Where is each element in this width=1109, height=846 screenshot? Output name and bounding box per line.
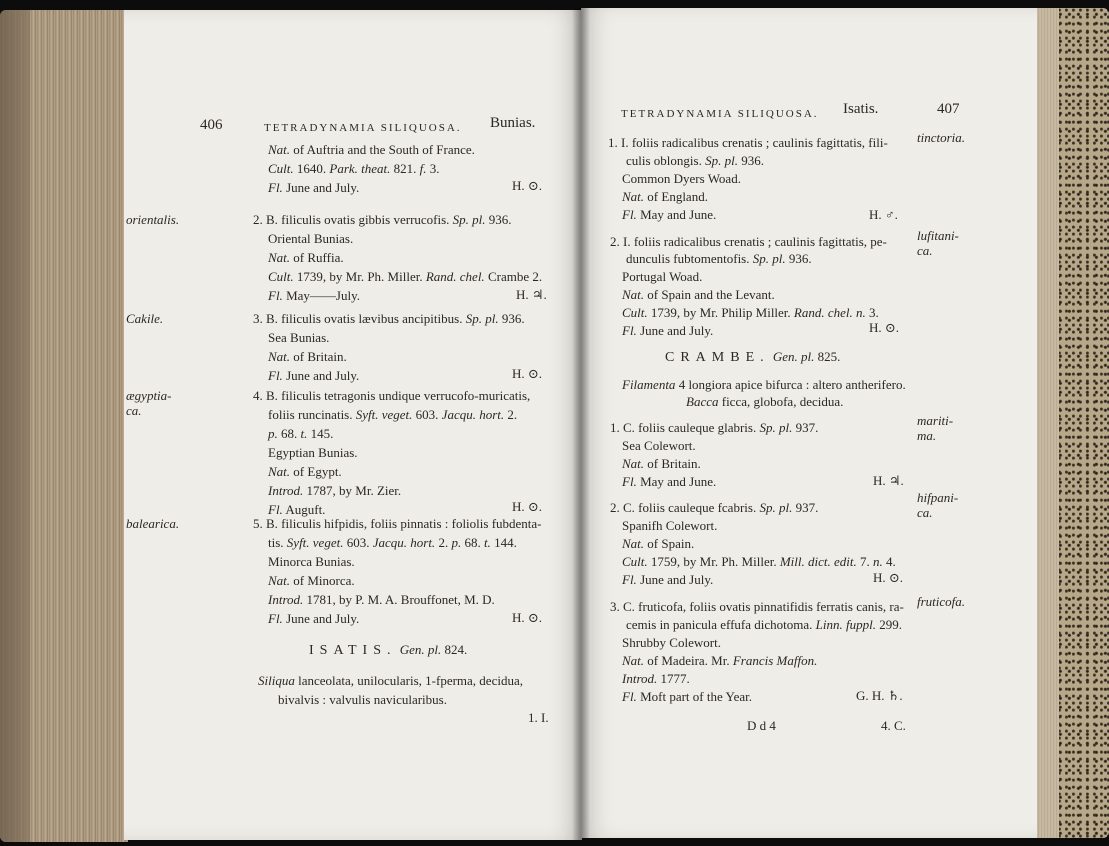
duration-symbol: H. ♂. bbox=[869, 207, 898, 222]
page-edges-left bbox=[0, 10, 128, 842]
margin-epithet: lufitani- bbox=[917, 228, 959, 243]
catchword: 1. I. bbox=[528, 710, 549, 725]
text-line: 4. B. filiculis tetragonis undique verrucofo-muricatis, bbox=[253, 388, 531, 403]
text-line: Nat. of Auftria and the South of France. bbox=[268, 142, 475, 157]
text-line: Fl. May and June. bbox=[622, 207, 717, 222]
genus-description: Bacca ficca, globofa, decidua. bbox=[686, 394, 844, 409]
text-line: culis oblongis. Sp. pl. 936. bbox=[626, 153, 764, 168]
margin-epithet: ca. bbox=[917, 243, 933, 258]
text-line: Nat. of Minorca. bbox=[268, 573, 355, 588]
text-line: Sea Colewort. bbox=[622, 438, 696, 453]
duration-symbol: H. ⊙. bbox=[512, 178, 543, 193]
text-line: cemis in panicula effufa dichotoma. Linn. fuppl. 299. bbox=[626, 617, 902, 632]
page-edges-right bbox=[1037, 8, 1109, 838]
text-line: Nat. of Spain and the Levant. bbox=[622, 287, 775, 302]
margin-epithet: fruticofa. bbox=[917, 594, 966, 609]
text-line: Nat. of England. bbox=[622, 189, 708, 204]
text-line: Fl. May——July. bbox=[268, 288, 360, 303]
text-line: Common Dyers Woad. bbox=[622, 171, 741, 186]
margin-epithet: hifpani- bbox=[917, 490, 959, 505]
page-number: 406 bbox=[200, 117, 223, 133]
book-gutter bbox=[572, 8, 590, 840]
left-page bbox=[124, 10, 582, 840]
text-line: 1. I. foliis radicalibus crenatis ; caulinis fagittatis, fili- bbox=[608, 135, 888, 150]
text-line: Cult. 1739, by Mr. Ph. Miller. Rand. chel. Crambe 2. bbox=[268, 269, 543, 284]
duration-symbol: H. ⊙. bbox=[869, 320, 900, 335]
duration-symbol: H. ⊙. bbox=[512, 610, 543, 625]
text-line: 1. C. foliis cauleque glabris. Sp. pl. 937. bbox=[610, 420, 819, 435]
margin-epithet: mariti- bbox=[917, 413, 954, 428]
genus-description: Siliqua lanceolata, unilocularis, 1-fperma, decidua, bbox=[258, 673, 523, 688]
duration-symbol: H. ⊙. bbox=[873, 570, 904, 585]
text-line: 3. C. fruticofa, foliis ovatis pinnatifidis ferratis canis, ra- bbox=[610, 599, 904, 614]
text-line: Fl. June and July. bbox=[268, 611, 360, 626]
running-header: TETRADYNAMIA SILIQUOSA. bbox=[264, 122, 462, 134]
margin-epithet: ca. bbox=[126, 403, 142, 418]
text-line: Cult. 1759, by Mr. Ph. Miller. Mill. dict. edit. 7. n. 4. bbox=[622, 554, 896, 569]
text-line: Introd. 1777. bbox=[622, 671, 690, 686]
text-line: Portugal Woad. bbox=[622, 269, 703, 284]
duration-symbol: H. ⊙. bbox=[512, 499, 543, 514]
catchword: 4. C. bbox=[881, 718, 906, 733]
text-line: Fl. June and July. bbox=[268, 368, 360, 383]
margin-epithet: Cakile. bbox=[126, 311, 164, 326]
text-line: 5. B. filiculis hifpidis, foliis pinnatis : foliolis fubdenta- bbox=[253, 516, 542, 531]
text-line: Fl. Moft part of the Year. bbox=[622, 689, 752, 704]
text-line: 3. B. filiculis ovatis lævibus ancipitibus. Sp. pl. 936. bbox=[253, 311, 525, 326]
margin-epithet: tinctoria. bbox=[917, 130, 966, 145]
margin-epithet: balearica. bbox=[126, 516, 180, 531]
duration-symbol: G. H. ♄. bbox=[856, 688, 903, 703]
text-line: 2. C. foliis cauleque fcabris. Sp. pl. 937. bbox=[610, 500, 819, 515]
genus-heading: ISATIS. Gen. pl. 824. bbox=[309, 642, 468, 658]
genus-description: bivalvis : valvulis navicularibus. bbox=[278, 692, 447, 707]
text-line: Cult. 1739, by Mr. Philip Miller. Rand. chel. n. 3. bbox=[622, 305, 879, 320]
text-line: Oriental Bunias. bbox=[268, 231, 354, 246]
text-line: Nat. of Britain. bbox=[268, 349, 347, 364]
text-line: Minorca Bunias. bbox=[268, 554, 355, 569]
text-line: foliis runcinatis. Syft. veget. 603. Jacqu. hort. 2. bbox=[268, 407, 518, 422]
text-line: Fl. Auguft. bbox=[268, 502, 326, 517]
genus-heading: CRAMBE. Gen. pl. 825. bbox=[665, 349, 841, 365]
duration-symbol: H. ⊙. bbox=[512, 366, 543, 381]
duration-symbol: H. ♃. bbox=[873, 473, 904, 488]
text-line: Nat. of Madeira. Mr. Francis Maffon. bbox=[622, 653, 818, 668]
text-line: Cult. 1640. Park. theat. 821. f. 3. bbox=[268, 161, 440, 176]
header-genus: Bunias. bbox=[490, 115, 536, 131]
text-line: 2. I. foliis radicalibus crenatis ; caulinis fagittatis, pe- bbox=[610, 234, 887, 249]
text-line: p. 68. t. 145. bbox=[268, 426, 334, 441]
text-line: Nat. of Britain. bbox=[622, 456, 701, 471]
text-line: Shrubby Colewort. bbox=[622, 635, 721, 650]
genus-description: Filamenta 4 longiora apice bifurca : altero antherifero. bbox=[622, 377, 906, 392]
text-line: Sea Bunias. bbox=[268, 330, 330, 345]
right-page bbox=[581, 8, 1037, 838]
text-line: dunculis fubtomentofis. Sp. pl. 936. bbox=[626, 251, 812, 266]
signature-mark: D d 4 bbox=[747, 718, 776, 733]
margin-epithet: ma. bbox=[917, 428, 937, 443]
text-line: Fl. June and July. bbox=[622, 323, 714, 338]
running-header: TETRADYNAMIA SILIQUOSA. bbox=[621, 108, 819, 120]
text-line: Introd. 1787, by Mr. Zier. bbox=[268, 483, 402, 498]
text-line: Nat. of Ruffia. bbox=[268, 250, 344, 265]
duration-symbol: H. ♃. bbox=[516, 287, 547, 302]
text-line: tis. Syft. veget. 603. Jacqu. hort. 2. p. 68. t. 144. bbox=[268, 535, 517, 550]
text-line: Nat. of Egypt. bbox=[268, 464, 342, 479]
text-line: Spanifh Colewort. bbox=[622, 518, 718, 533]
page-number: 407 bbox=[937, 101, 960, 117]
text-line: Nat. of Spain. bbox=[622, 536, 695, 551]
margin-epithet: orientalis. bbox=[126, 212, 180, 227]
text-line: Introd. 1781, by P. M. A. Brouffonet, M. D. bbox=[268, 592, 495, 607]
margin-epithet: ægyptia- bbox=[126, 388, 172, 403]
margin-epithet: ca. bbox=[917, 505, 933, 520]
text-line: Fl. May and June. bbox=[622, 474, 717, 489]
text-line: 2. B. filiculis ovatis gibbis verrucofis. Sp. pl. 936. bbox=[253, 212, 512, 227]
text-line: Fl. June and July. bbox=[268, 180, 360, 195]
header-genus: Isatis. bbox=[843, 101, 879, 117]
text-line: Fl. June and July. bbox=[622, 572, 714, 587]
text-line: Egyptian Bunias. bbox=[268, 445, 358, 460]
